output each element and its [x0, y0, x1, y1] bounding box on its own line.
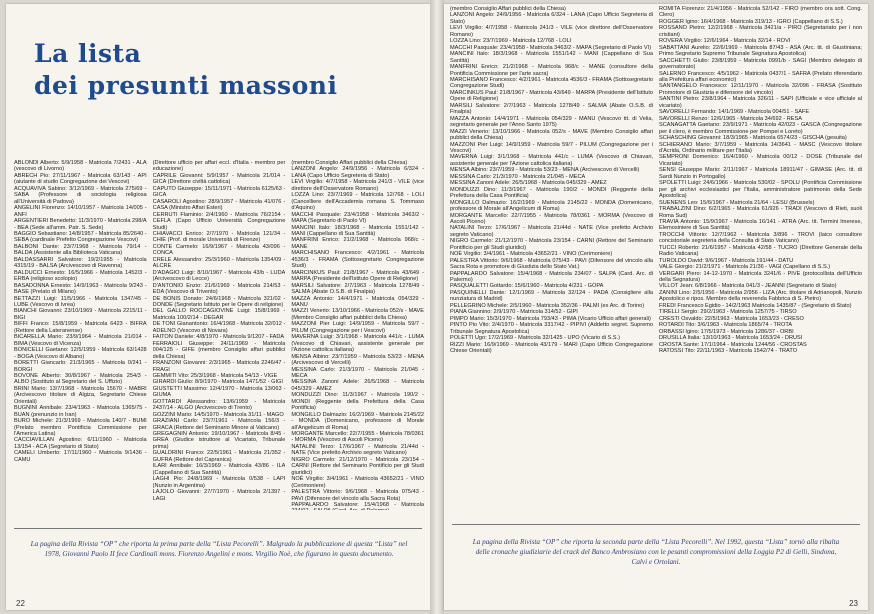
- page-number: 22: [16, 599, 25, 608]
- list-entry: GOZZINI Mario: 14/5/1970 - Matricola 31/11 - MAGO: [152, 411, 284, 418]
- list-entry: MANCINI Italo: 18/3/1968 - Matricola 1551/142 - MANI (Cappellano di Sua Santità): [291, 224, 425, 237]
- list-entry: FREDI Francesco Egidio - 14/2/1963 Matricola 1435/87 - (Segretario di Stato): [659, 302, 852, 309]
- list-entry: NOÈ Virgilio: 3/4/1961 - Matricola 43652/21 - VINO (Cerimoniere): [291, 476, 425, 489]
- list-entry: MAZZA Antonio: 14/4/1971 - Matricola 054/329 - MANU (Vescovo tit. di Velia, segretario generale per l'Anno Santo 1975): [450, 115, 653, 129]
- list-entry: PASQUALETTI Gottardo: 15/6/1960 - Matricola 4/231 - GOPA: [450, 283, 604, 290]
- list-entry: BALDUCCI Ernesto: 16/5/1966 - Matricola 1452/3 - ERBA (religioso scolopio): [14, 269, 147, 283]
- list-entry: VERGARI Piero: 14-12-1970 - Matricola 3241/6 - PIVE (protocollista dell'Ufficio della Segnatura): [659, 270, 862, 284]
- list-entry: (membro Consiglio Affari pubblici della Chiesa): [450, 6, 566, 12]
- list-entry: BALBONI Dante: 23/7/1968 - Matricola 79/14 - BALDA (Assistente alla Biblioteca Vaticana): [14, 243, 147, 257]
- list-entry: GIUSTETTI Massimo: 12/4/1970 - Matricola 13/063 - GIUMA: [152, 385, 286, 399]
- list-entry: MANFRINI Enrico: 21/2/1968 - Matricola 968/c - MANE (consultore della Pontificia Commissione per l'arte sacra): [450, 64, 653, 77]
- list-entry: MARSILI Salvatore: 2/7/1963 - Matricola 1278/49 - SALMA (Abate O.S.B. di Finalpia): [291, 282, 425, 296]
- list-column: [153, 160, 286, 510]
- list-entry: CRELE Alessandro: 25/3/1960 - Matricola 1354/09 - ALCRE: [152, 256, 286, 270]
- right-list-columns: [450, 6, 862, 512]
- list-entry: PINTO Pio Vito: 2/4/1970 - Matricola 3317/42 - PIPIVI (Addetto segret. Supremo Tribunale Segnatura Apostolica): [450, 322, 653, 335]
- list-entry: BURO Michele: 21/3/1969 - Matricola 140/7 - BUMI (Prelato membro Pontificia Commissione per l'America Latina): [14, 418, 147, 438]
- list-entry: SCANAGATTA Gaetano: 23/9/1971 - Matricola 42/023 - GASCA (Congregazione per il clero, è membro Commissione per Pompei e Loreto): [659, 122, 862, 135]
- list-entry: MONDUZZI Dino: 11/3/1967 - Matricola 190/2 - MONDI (Reggente della Prefettura della Casa Pontificia): [450, 186, 653, 200]
- list-entry: ABLONDI Alberto: 5/9/1958 - Matricola 7/2431 - ALA (vescovo di Livorno): [14, 160, 147, 173]
- page-gutter: [430, 0, 444, 614]
- list-entry: SCHIERANO Mario: 3/7/1959 - Matricola 14/3641 - MASC (Vescovo titolare d'Acrida, Ordinario militare per l'Italia): [659, 141, 862, 154]
- list-entry: CHIAVACCI Enrico: 2/7/1970 - Matricola 121/34 - CHIE (Prof. di morale Università di Firenze): [152, 230, 286, 244]
- list-entry: LOZZA Lino: 23/7/1969 - Matricola 12/768 - LOLI (Cancelliere dell'Accademia romana S. Tommaso d'Aquino): [291, 192, 425, 212]
- list-entry: (membro Consiglio Affari pubblici della Chiesa): [291, 160, 408, 166]
- list-entry: PAPPALARDO Salvatore: 15/4/1968 - Matricola: [291, 502, 425, 509]
- list-entry: TRAVIA Antonio: 15/9/1967 - Matricola 16/141 - ATRA (Arc. tit. Termini Imerese, Elemosiniere di Sua Santità): [659, 218, 862, 232]
- list-entry: MAZZI Venerio: 13/10/1966 - Matricola 052/s - MAVE (Membro Consiglio affari pubblici della Chiesa): [291, 308, 425, 321]
- list-entry: PIANA Giannino: 2/9/1970 - Matricola 314/52 - GIPI: [450, 309, 578, 316]
- list-entry: PAPPALARDO Salvatore: 15/4/1968 - Matricola 234/07 - SALPA (Card. Arc. di Palermo): [450, 270, 653, 284]
- list-entry: BORETTI Giancarlo: 21/3/1965 - Matricola 0/241 - BORGI: [14, 360, 147, 373]
- list-entry: MONGILLO Dalmazio: 16/2/1969 - Matricola 2145/22 - MONDA (Domenicano, professore di Morale all'Angelicum di Roma): [291, 411, 425, 431]
- list-entry: FRANZONI Giovanni: 2/3/1965 - Matricola 2246/47 - FRAGI: [152, 360, 286, 373]
- list-entry: SEMPRONI Domenico: 16/4/1960 - Matricola 00/12 - DOSE (Tribunale del Vicariato): [659, 154, 862, 167]
- list-entry: ACQUAVIVA Sabino: 3/12/1969 - Matricola 275/69 - SABA (Professore di sociologia religiosa all'Università di Padova): [14, 185, 147, 205]
- list-entry: SAVORELLI Renzo: 12/6/1965 - Matricola 34/692 - RESA: [659, 115, 802, 122]
- list-entry: MANCINI Italo: 18/3/1968 - Matricola 1551/142 - MANI (Cappellano di Sua Santità): [450, 51, 653, 64]
- list-column: [450, 6, 653, 512]
- list-entry: NIGRO Carmelo: 21/12/1970 - Matricola 23/154 - CARNI (Rettore del Seminario Pontificio per gli Studi giuridici): [450, 238, 653, 251]
- list-entry: SUENENS Leo: 15/6/1967 - Matricola 21/64 - LESU (Brussels): [659, 199, 815, 206]
- list-entry: TUCCI Roberto: 21/6/1957 - Matricola 42/58 - TUCRO (Direttore Generale della Radio Vaticana): [659, 244, 862, 258]
- list-entry: BICARELLA Mario: 23/9/1964 - Matricola 21/014 - BIMA (Vescovo di Vicenza): [14, 334, 147, 347]
- list-entry: MAZZONI Pier Luigi: 14/9/1959 - Matricola 59/7 - PILUM (Congregazione per i Vescovi): [291, 321, 425, 334]
- list-entry: NOÈ Virgilio: 3/4/1961 - Matricola 43652/21 - VINO (Cerimoniere): [450, 251, 613, 258]
- list-column: [14, 160, 147, 510]
- list-entry: GRAZIANI Carlo: 23/7/1961 - Matricola 156/3 - GRACA (Rettore del Seminario Minore al Vaticano): [152, 418, 286, 431]
- list-entry: PELLEGRINO Michele: 2/5/1960 - Matricola 352/36 - PALMI (ex Arc. di Torino): [450, 302, 645, 309]
- list-entry: CONTE Carmelo: 16/9/1967 - Matricola 43/096 - CONCA: [152, 243, 286, 257]
- list-entry: MAZZA Antonio: 14/4/1971 - Matricola 054/329 - MANU: [291, 295, 425, 308]
- list-entry: BIANCHI Giovanni: 23/10/1969 - Matricola 2215/11 - BIGI: [14, 308, 147, 321]
- list-entry: SAVORELLI Fernando: 14/1/1969 - Matricola 004/51 - SAFE: [659, 109, 810, 116]
- list-entry: ROGGER Igino: 16/4/1968 - Matricola 319/13 - IGRO (Cappellano di S.S.): [659, 18, 843, 25]
- list-entry: MONDUZZI Dino: 11/3/1967 - Matricola 190/2 - MONDI (Reggente della Prefettura della Casa Pontificia): [291, 392, 425, 412]
- list-entry: ARGENTIERI Benedetto: 11/3/1970 - Matricola 298/A - BEA (Sede all'amm. Patr. S. Sede): [14, 218, 147, 231]
- list-entry: GUALDRINI Franco: 22/5/1961 - Matricola 21/352 - GUFRA (Rettore del Capranica): [152, 450, 286, 463]
- list-entry: MENSA Albino: 23/7/1959 - Matricola 53/23 - MENA (Arcivescovo di Vercelli): [291, 353, 425, 367]
- list-entry: LEVI Virgilio: 4/7/1958 - Matricola 241/3 - VILE (vice direttore dell'Osservatore Romano): [291, 179, 425, 192]
- left-page: [6, 4, 430, 610]
- list-entry: ILARI Annibale: 16/3/1969 - Matricola 43/86 - ILA (Cappellano di Sua Santità): [152, 463, 286, 476]
- list-entry: SCHASCHING Giovanni: 18/3/1965 - Matricola 6574/23 - GISCHA (gesuita): [659, 135, 847, 142]
- list-entry: PASQUINELLI Dante: 12/1/1969 - Matricola 32/124 - PADA (Consigliere alla nunziatura di Madrid): [450, 289, 653, 303]
- list-entry: LAJOLO Giovanni: 27/7/1970 - Matricola 2/1397 - LAGI: [152, 489, 286, 502]
- list-entry: MARCINKUS Paul: 21/8/1967 - Matricola 43/649 - MARPA (Presidente dell'Istituto Opere di Religione): [291, 269, 425, 283]
- list-entry: RATOSSI Tito: 22/11/1963 - Matricola 1542/74 - TRATO: [659, 348, 798, 355]
- list-entry: PALESTRA Vittorio: 9/6/1968 - Matricola 075/43 - PAVI (Difensore del vincolo alla Sacra Rota e promotore di Giustizia dello Stato Vat.): [450, 257, 653, 271]
- list-entry: DEL GALLO ROCCAGIOVINE Luigi: 15/8/1969 - Matricola 100/2/14 - DEGAR: [152, 308, 286, 321]
- title-line-1: La lista: [34, 39, 142, 68]
- list-entry: BRINI Mario: 13/7/1968 - Matricola 15670 - MABRI (Arcivescovo titolare di Algiza, Segretario Chiese Orientali): [14, 385, 147, 405]
- list-entry: DE TONI Gianantonio: 16/4/1968 - Matricola 32/012 - ADELNO (Vescovo di Novara): [152, 321, 286, 334]
- list-entry: MESSINA Carlo: 21/3/1970 - Matricola 21/045 - MECA: [450, 173, 586, 180]
- list-entry: BOVONE Alberto: 30/8/1967 - Matricola 254/3 - ALBO (Sostituto al Segretario del S. Uffizio): [14, 372, 147, 386]
- list-entry: BONICELLI Gaetano: 12/5/1959 - Matricola 63/1428 - BOGA (Vescovo di Albano): [14, 347, 147, 360]
- list-entry: CAPUTO Giuseppe: 15/11/1971 - Matricola 6125/63 - GICA: [152, 185, 286, 199]
- list-entry: (Direttore ufficio per affari eccl. d'Italia - membro per educazione): [152, 160, 286, 173]
- list-entry: TUROLDO David: 9/6/1967 - Matricola 191/44 - DATU: [659, 257, 794, 264]
- list-entry: ROMITA Fiorenzo: 21/4/1956 - Matricola 52/142 - FIRO (membro ora sott. Cong. Clero): [659, 6, 862, 19]
- list-entry: CRESTI Osvaldo: 22/5/1963 - Matricola 1653/23 - CRESO: [659, 315, 804, 322]
- list-entry: GEMMITI Vito: 25/3/1968 - Matricola 54/13 - VIGE: [152, 372, 278, 379]
- list-entry: D'ANTONIO Enzio: 21/6/1969 - Matricola 214/53 - EDA (Vescovo di Trivento): [152, 282, 286, 296]
- list-entry: VALE Giorgio: 21/2/1971 - Matricola 21/36 - VAGI (Capellano di S.S.): [659, 264, 831, 271]
- list-entry: NIGRO Carmelo: 21/12/1970 - Matricola 23/154 - CARNI (Rettore del Seminario Pontificio per gli Studi giuridici): [291, 456, 425, 476]
- list-entry: NATALINI Terzo: 17/6/1967 - Matricola 21/44d - NATE (Vice prefetto Archivio segreto Vaticano): [450, 225, 653, 238]
- list-entry: TRABALZINI Dino: 6/2/1965 - Matricola 61/926 - TRADI (Vescovo di Rieti, suoli Roma Sud): [659, 206, 862, 219]
- list-column: [291, 160, 424, 510]
- list-entry: SACCHETTI Giulio: 23/8/1959 - Matricola 0991/b - SAGI (Membro delegato di governatorato): [659, 57, 862, 71]
- list-entry: GIRARDI Giulio: 8/9/1970 - Matricola 1471/52 - GIGI: [152, 379, 283, 386]
- right-page: [444, 4, 868, 610]
- list-entry: DRUSILLA Italia: 13/10/1963 - Matricola 1653/24 - DRUSI: [659, 335, 803, 342]
- list-entry: SALERNO Francesco: 4/5/1962 - Matricola 0437/1 - SAFRA (Prelato riferendario alla Prefettura affari economici): [659, 70, 862, 83]
- divider: [14, 528, 422, 529]
- list-entry: MAVERNA Luigi: 3/1/1968 - Matricola 441/c - LUMA (Vescovo di Chiavari, assistente generale per l'Azione cattolica italiana): [450, 154, 653, 167]
- photo-caption: La pagina della Rivista “OP” che riporta la prima parte della “Lista Pecorelli”. Malgrado la pubblicazione di questa “Lista” nel 1978, Giovanni Paolo II fece Cardinali mons. Fiorenzo Angelini e mons. Virgilio Noè, che figurano in questo documento.: [30, 540, 408, 558]
- list-entry: LAGHI Pio: 24/8/1969 - Matricola 0/538 - LAPI (Nunzio in Argentina): [152, 476, 286, 489]
- list-entry: BALDASSARRI Salvatore: 19/2/1955 - Matricola 4315/19 - BALSA (Arcivescovo di Ravenna): [14, 256, 147, 270]
- list-entry: SABATTANI Aurelio: 22/6/1969 - Matricola 87/43 - ASA (Arc. tit. di Giustiniana; Primo Segretario Supremo Tribunale Segnatura Apostolica): [659, 44, 862, 58]
- list-entry: CASAROLI Agostino: 28/9/1957 - Matricola 41/076 - CASA (Ministro Affari Esteri): [152, 198, 286, 212]
- list-entry: FAITON Daniele: 4/8/1970 - Matricola 9/1207 - FADA: [152, 334, 285, 341]
- page-number: 23: [849, 599, 858, 608]
- list-entry: RIZZI Mario: 16/9/1969 - Matricola 43/179 - MARI (Capo Ufficio Congregazione Chiese Orientali): [450, 341, 653, 355]
- list-entry: MESSINA Carlo: 21/3/1970 - Matricola 21/045 - MECA: [291, 366, 425, 379]
- list-entry: PALESTRA Vittorio: 9/6/1968 - Matricola 075/43 - PAVI (Difensore del vincolo alla Sacra Rota): [291, 489, 425, 502]
- list-entry: ROVERA Virgilio: 12/6/1964 - Matricola 32/14 - ROVI: [659, 38, 791, 45]
- list-entry: MENSA Albino: 23/7/1959 - Matricola 53/23 - MENA (Arcivescovo di Vercelli): [450, 167, 640, 174]
- list-entry: PIMPO Mario: 15/3/1970 - Matricola 793/43 - PIMA (Vicario Ufficio affari generali): [450, 315, 651, 322]
- list-entry: BUGNINI Annibale: 23/4/1963 - Matricola 1365/75 - BUAN (prenunzio in Iran): [14, 405, 147, 418]
- list-entry: BETTAZZI Luigi: 11/5/1966 - Matricola 1347/45 - LUBE (Vescovo di Ivrea): [14, 295, 147, 308]
- list-entry: BASADONNA Ernesto: 14/9/1963 - Matricola 9/243 - BASE (Prelato di Milano): [14, 282, 147, 296]
- list-entry: ORBASSI Igino: 17/5/1973 - Matricola 1286/37 - ORBI: [659, 328, 794, 335]
- list-entry: MACCHI Pasquale: 23/4/1958 - Matricola 3463/2 - MAPA (Segretario di Paolo VI): [291, 211, 425, 225]
- list-entry: MAZZI Venerio: 13/10/1966 - Matricola 052/s - MAVE (Membro Consiglio affari pubblici della Chiesa): [450, 128, 653, 142]
- list-entry: NATALINI Terzo: 17/6/1967 - Matricola 21/44d - NATE (Vice prefetto Archivio segreto Vaticano): [291, 443, 425, 457]
- list-entry: MESSINA Zanoni Adele: 26/5/1968 - Matricola 045/329 - AMEZ: [291, 379, 425, 392]
- list-entry: CACCIAVILLAN Agostino: 6/11/1960 - Matricola 13/154 - ACA (Segretario di Stato): [14, 437, 147, 450]
- list-entry: GREGAGNIN Antonio: 19/10/1967 - Matricola 8/45 - GREA (Giudice istruttore al Vicariato, Tribunale prima): [152, 431, 286, 450]
- list-entry: LEVI Virgilio: 4/7/1958 - Matricola 241/3 - VILE (vice direttore dell'Osservatore Romano): [450, 25, 653, 38]
- list-entry: MARSILI Salvatore: 2/7/1963 - Matricola 1278/49 - SALMA (Abate O.S.B. di Finalpia): [450, 102, 653, 116]
- list-entry: SANTINI Pietro: 23/8/1964 - Matricola 326/11 - SAPI (Ufficiale e vice ufficiale al vicariato): [659, 96, 862, 109]
- list-entry: MESSINA Zanoni Adele: 26/5/1968 - Matricola 045/329 - AMEZ: [450, 180, 607, 187]
- divider: [452, 524, 860, 525]
- list-entry: LANZONI Angelo: 24/9/1956 - Matricola 6/324 - LANA (Capo Ufficio Segreteria di Stato): [450, 12, 653, 25]
- list-entry: MORGANTE Marcello: 22/7/1955 - Matricola 78/0361 - MORMA (Vescovo di Ascoli Piceno): [450, 212, 653, 225]
- list-entry: SENSI Giuseppe Mario: 2/11/1967 - Matricola 18911/47 - GIMASE (Arc. tit. di Sardi Nunzio in Portogallo): [659, 167, 862, 180]
- list-entry: MORGANTE Marcello: 22/7/1955 - Matricola 78/0361 - MORMA (Vescovo di Ascoli Piceno): [291, 431, 425, 444]
- left-list-columns: [14, 160, 424, 510]
- page-title: [34, 38, 337, 102]
- list-entry: CROSTA Sante: 17/1/1964 - Matricola 1244/56 - CROSTAS: [659, 341, 807, 348]
- list-entry: MARCHISANO Francesco: 4/2/1961 - Matricola 4536/3 - FRAMA (Sottosegretario Congregazione Studi): [450, 76, 653, 90]
- photo-caption: La pagina della Rivista “OP” che riporta la seconda parte della “Lista Pecorelli”. Nel 1992, questa “Lista” tornò alla ribalta delle cronache giudiziarie del crack del Banco Ambrosiano con le pesanti compromissioni della Loggia P2 di Gelli, Sindona, Calvi e Ortolani.: [472, 538, 840, 566]
- list-entry: ROSSANO Pietro: 12/2/1968 - Matricola 3421/a - PIRO (Segretariato per i non cristiani): [659, 25, 862, 38]
- list-column: [659, 6, 862, 512]
- list-entry: MAVERNA Luigi: 3/1/1968 - Matricola 441/c - LUMA (Vescovo di Chiavari, assistente generale per l'Azione cattolica italiana): [291, 334, 425, 354]
- list-entry: TROCCHI Vittorio: 12/7/1962 - Matricola 3/896 - TROVI (laico consultore concistoriale segreteria della Consulta di Stato Vaticano): [659, 231, 862, 245]
- list-entry: DE BONIS Donato: 24/6/1968 - Matricola 321/02 - DONDE (Segretario Istituto per le Opere di religione): [152, 295, 286, 308]
- list-entry: BIFFI Franco: 15/8/1959 - Matricola 6423 - BIFRA (Rettore della Lateranense): [14, 321, 147, 334]
- list-entry: ABRECH Pio: 27/11/1967 - Matricola 63/143 - API (aiutante di studio Congregazione dei Vescovi): [14, 172, 147, 186]
- list-entry: MACCHI Pasquale: 23/4/1958 - Matricola 3463/2 - MAPA (Segretario di Paolo VI): [450, 44, 652, 51]
- list-entry: CAMELI Umberto: 17/11/1960 - Matricola 9/1436 - CAMU: [14, 450, 147, 463]
- list-entry: MANFRINI Enrico: 21/2/1968 - Matricola 968/c - MANE: [291, 237, 425, 250]
- list-entry: ANGELINI Fiorenzo: 14/10/1957 - Matricola 14/005 - ANFI: [14, 205, 147, 218]
- list-entry: LOZZA Lino: 23/7/1969 - Matricola 12/768 - LOLI: [450, 38, 572, 45]
- list-entry: FERRAIOLI Giuseppe: 24/11/1969 - Matricola 004/125 - GIFE (membro Consiglio affari pubblici della Chiesa): [152, 340, 286, 360]
- list-entry: D'ADAGIO Luigi: 8/10/1967 - Matricola 43/b - LUDA (Arcivescovo di Lecce): [152, 269, 286, 283]
- list-entry: CERRUTI Flaminio: 2/4/1960 - Matricola 76/2154 - CEFLA (Capo Ufficio Università Congregazione Studi): [152, 211, 286, 231]
- list-entry: LANZONI Angelo: 24/9/1956 - Matricola 6/324 - LANA (Capo Ufficio Segreteria di Stato): [291, 166, 425, 179]
- list-entry: SPOLETTI Luigi: 24/6/1966 - Matricola 530/02 - SPOLU (Pontificia Commissione per gli archivi ecclesiastici per l'Italia, amministratore patrimonio della Sede Apostolica): [659, 180, 862, 200]
- list-entry: MARCINKUS Paul: 21/8/1967 - Matricola 43/649 - MARPA (Presidente dell'Istituto Opere di Religione): [450, 89, 653, 103]
- list-entry: MAZZONI Pier Luigi: 14/9/1959 - Matricola 59/7 - PILUM (Congregazione per i Vescovi): [450, 141, 653, 154]
- list-entry: MONGILLO Dalmazio: 16/2/1969 - Matricola 2145/22 - MONDA (Domenicano, professore di Morale all'Angelicum di Roma): [450, 199, 653, 213]
- list-entry: BAGGIO Sebastiano: 14/8/1957 - Matricola 85/2640 - SEBA (cardinale Prefetto Congregazione Vescovi): [14, 230, 147, 244]
- title-line-2: dei presunti massoni: [34, 71, 338, 100]
- list-entry: ZANINI Lino: 2/5/1956 - Matricola 2/956 - LIZA (Arc. titolare di Adrianopoli, Nunzio Apostolico e ripos. Membro della reverenda Fabbrica di S. Pietro): [659, 289, 862, 303]
- list-entry: MARCHISANO Francesco: 4/2/1961 - Matricola 4536/3 - FRAMA (Sottosegretario Congregazione Studi): [291, 250, 425, 270]
- list-entry: POLETTI Ugo: 17/2/1969 - Matricola 32/1425 - UPO (Vicario di S.S.): [450, 335, 620, 342]
- list-entry: VILLOT Jean: 6/8/1966 - Matricola 041/3 - JEANNI (Segretario di Stato): [659, 283, 837, 290]
- list-entry: GOTTARDI Alessandro: 13/6/1959 - Matricola 2437/14 - ALGO (Arcivescovo di Trento): [152, 398, 286, 412]
- list-entry: CAPRILE Giovanni: 5/9/1957 - Matricola 21/014 - GICA (Direttore civiltà cattolica): [152, 172, 286, 186]
- list-entry: ROTARDI Tito: 3/6/1963 - Matricola 1865/74 - TROTA: [659, 322, 793, 329]
- list-entry: TIRELLI Sergio: 29/2/1963 - Matricola 1257/75 - TIRSO: [659, 309, 797, 316]
- list-entry: SANTANGELO Francesco: 12/11/1970 - Matricola 32/096 - FRASA (Sostituto Promotore di Giustizia e difensore del vincolo): [659, 83, 862, 96]
